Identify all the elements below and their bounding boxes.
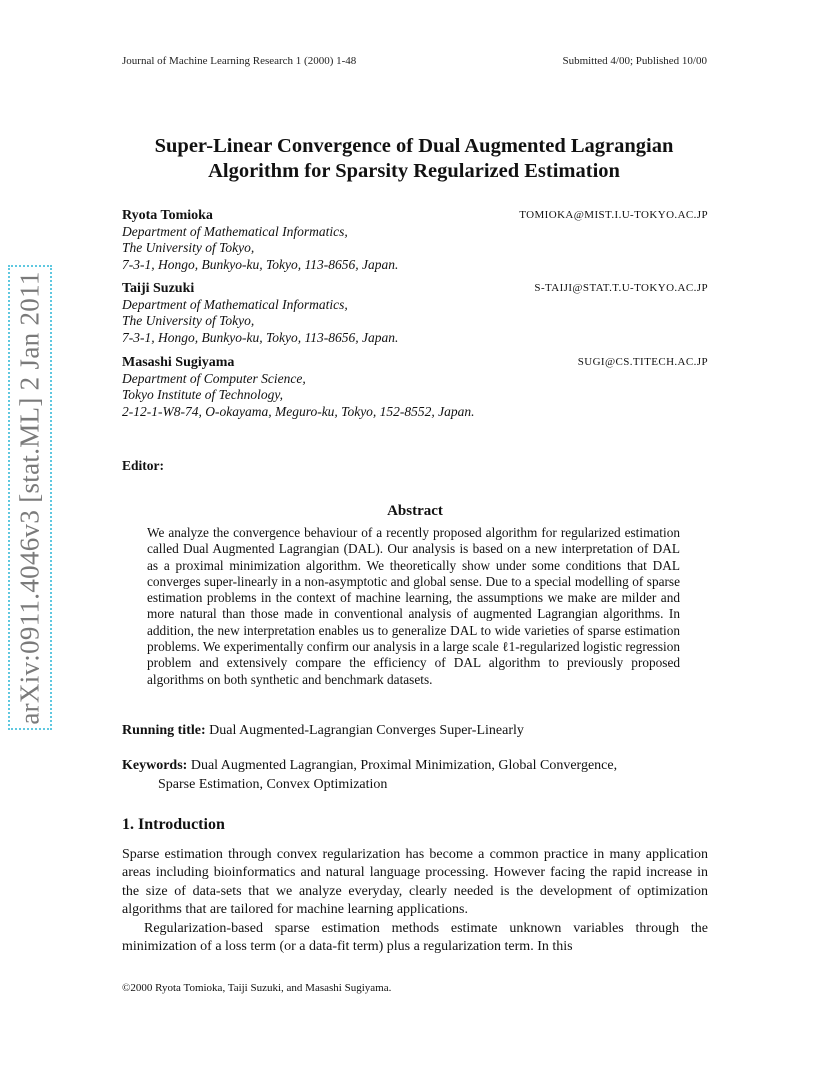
author-affiliation-line: The University of Tokyo, (122, 313, 255, 329)
abstract-heading: Abstract (387, 503, 443, 519)
author-affiliation-line: Department of Mathematical Informatics, (122, 297, 348, 312)
title-line-2: Algorithm for Sparsity Regularized Estimation (208, 160, 620, 182)
author-affiliation-line: The University of Tokyo, (122, 240, 255, 256)
running-title-label: Running title: (122, 723, 206, 738)
title-line-1: Super-Linear Convergence of Dual Augmented Lagrangian (154, 135, 674, 157)
keywords-label: Keywords: (122, 758, 188, 773)
author-affiliation-line: Department of Mathematical Informatics, (122, 224, 348, 239)
running-title-value: Dual Augmented-Lagrangian Converges Super-Linearly (209, 723, 524, 738)
author-affiliation-line: 7-3-1, Hongo, Bunkyo-ku, Tokyo, 113-8656, Japan. (122, 329, 399, 345)
keywords-line-2: Sparse Estimation, Convex Optimization (158, 776, 388, 792)
author-affiliation-line: 7-3-1, Hongo, Bunkyo-ku, Tokyo, 113-8656, Japan. (122, 256, 399, 272)
author-name: Masashi Sugiyama (122, 355, 235, 370)
arxiv-stamp (8, 265, 52, 730)
keywords (122, 757, 708, 794)
author-name: Taiji Suzuki (122, 281, 195, 296)
author-affiliation-line: Department of Computer Science, (122, 371, 306, 386)
copyright-footer: ©2000 Ryota Tomioka, Taiji Suzuki, and Masashi Sugiyama. (122, 982, 392, 994)
section-heading: 1. Introduction (122, 816, 225, 833)
keywords-line-1: Dual Augmented Lagrangian, Proximal Minimization, Global Convergence, (190, 758, 618, 773)
author-affiliation-line: 2-12-1-W8-74, O-okayama, Meguro-ku, Tokyo, 152-8552, Japan. (122, 403, 475, 419)
author-block-1 (122, 207, 708, 273)
author-email: S-TAIJI@STAT.T.U-TOKYO.AC.JP (534, 282, 708, 294)
author-email: TOMIOKA@MIST.I.U-TOKYO.AC.JP (519, 209, 708, 221)
author-block-2 (122, 280, 708, 346)
paper-title (100, 134, 728, 184)
author-email: SUGI@CS.TITECH.AC.JP (577, 356, 708, 368)
running-title (122, 723, 524, 739)
author-name: Ryota Tomioka (122, 208, 213, 223)
introduction-body (122, 846, 708, 956)
paragraph: Regularization-based sparse estimation methods estimate unknown variables through the minimization of a loss term (or a data-fit term) plus a regularization term. In this (122, 920, 708, 955)
author-affiliation-line: Tokyo Institute of Technology, (122, 387, 283, 403)
arxiv-stamp-text: arXiv:0911.4046v3 [stat.ML] 2 Jan 2011 (14, 270, 45, 725)
paragraph: Sparse estimation through convex regularization has become a common practice in many application areas including bioinformatics and natural language processing. However facing the rapid increase in the size of data-sets that we analyze everyday, clearly needed is the development of optimization algorithms that are tailored for machine learning applications. (122, 847, 708, 918)
editor-label: Editor: (122, 458, 164, 473)
running-header-dates: Submitted 4/00; Published 10/00 (562, 55, 707, 67)
running-header-journal: Journal of Machine Learning Research 1 (2000) 1-48 (122, 55, 357, 67)
author-block-3 (122, 354, 708, 420)
abstract-body: We analyze the convergence behaviour of a recently proposed algorithm for regularized estimation called Dual Augmented Lagrangian (DAL). Our analysis is based on a new interpretation of DAL as a proximal minimization algorithm. We theoretically show under some conditions that DAL converges super-linearly in a non-asymptotic and global sense. Due to a special modelling of sparse estimation problems in the context of machine learning, the assumptions we make are milder and more natural than those made in conventional analysis of augmented Lagrangian algorithms. In addition, the new interpretation enables us to generalize DAL to wide varieties of sparse estimation problems. We experimentally confirm our analysis in a large scale ℓ1-regularized logistic regression problem and extensively compare the efficiency of DAL algorithm to previously proposed algorithms on both synthetic and benchmark datasets. (147, 525, 680, 687)
